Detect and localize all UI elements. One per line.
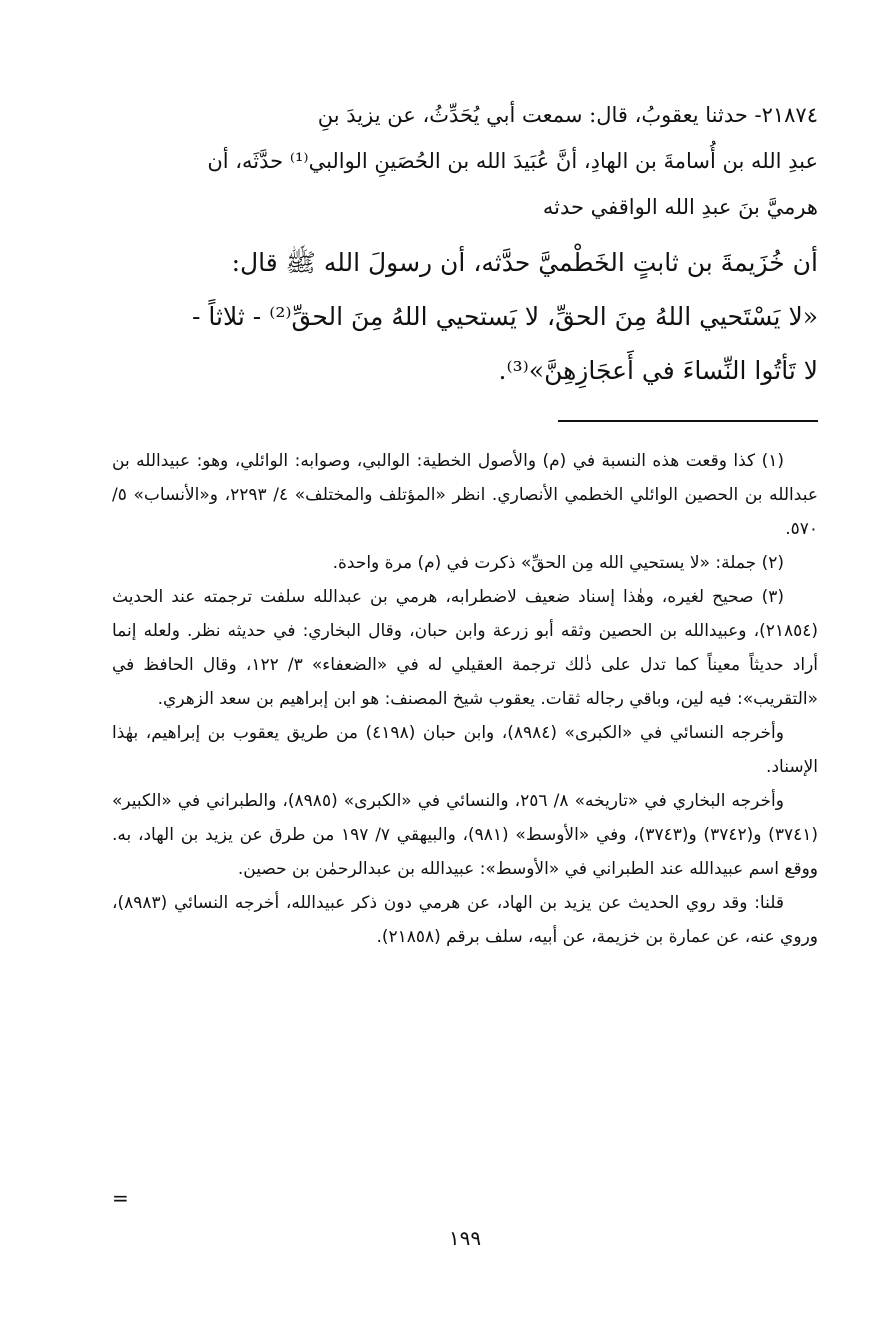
hadith-text-block	[112, 92, 818, 398]
main-text-line: هرميَّ بنَ عبدِ الله الواقفي حدثه	[542, 195, 818, 219]
book-page	[112, 92, 818, 1312]
hadith-line: أن خُزَيمةَ بن ثابتٍ الخَطْميَّ حدَّثه، أن رسولَ الله ﷺ قال:	[231, 248, 818, 277]
page-number: ١٩٩	[448, 1226, 482, 1250]
main-text-line: ٢١٨٧٤- حدثنا يعقوبُ، قال: سمعت أبي يُحَدِّثُ، عن يزيدَ بنِ	[317, 103, 818, 127]
hadith-matn	[112, 236, 818, 398]
hadith-line: لا تَأتُوا النِّساءَ في أَعجَازِهِنَّ»⁽³⁾.	[498, 356, 818, 385]
footnotes-block	[112, 444, 818, 954]
footnote-3-continued: وأخرجه البخاري في «تاريخه» ٨/ ٢٥٦، والنسائي في «الكبرى» (٨٩٨٥)، والطبراني في «الكبير» (٣٧٤١) و(٣٧٤٢) و(٣٧٤٣)، وفي «الأوسط» (٩٨١)، والبيهقي ٧/ ١٩٧ من طرق عن يزيد بن الهاد، به. ووقع اسم عبيدالله عند الطبراني في «الأوسط»: عبيدالله بن عبدالرحمٰن بن حصين.	[112, 791, 818, 879]
footnote-3: (٣) صحيح لغيره، وهٰذا إسناد ضعيف لاضطرابه، هرمي بن عبدالله سلفت ترجمته عند الحديث (٢١٨٥٤)، وعبيدالله بن الحصين وثقه أبو زرعة وابن حبان، وقال البخاري: في حديثه نظر. ولعله إنما أراد حديثاً معيناً كما تدل على ذٰلك ترجمة العقيلي له في «الضعفاء» ٣/ ١٢٢، وقال الحافظ في «التقريب»: فيه لين، وباقي رجاله ثقات. يعقوب شيخ المصنف: هو ابن إبراهيم بن سعد الزهري.	[112, 587, 818, 709]
footnote-divider	[558, 420, 818, 422]
footnote-2: (٢) جملة: «لا يستحيي الله مِن الحقِّ» ذكرت في (م) مرة واحدة.	[332, 553, 784, 573]
footnote-3-continued: قلنا: وقد روي الحديث عن يزيد بن الهاد، عن هرمي دون ذكر عبيدالله، أخرجه النسائي (٨٩٨٣)، وروي عنه، عن عمارة بن خزيمة، عن أبيه، سلف برقم (٢١٨٥٨).	[112, 893, 818, 947]
footnote-3-continued: وأخرجه النسائي في «الكبرى» (٨٩٨٤)، وابن حبان (٤١٩٨) من طريق يعقوب بن إبراهيم، بهٰذا الإسناد.	[112, 723, 818, 777]
continuation-mark: =	[112, 1186, 129, 1210]
hadith-line: «لا يَسْتَحيي اللهُ مِنَ الحقِّ، لا يَستحيي اللهُ مِنَ الحقِّ⁽²⁾ - ثلاثاً -	[192, 302, 818, 331]
footnote-1: (١) كذا وقعت هذه النسبة في (م) والأصول الخطية: الوالبي، وصوابه: الوائلي، وهو: عبيدالله بن عبدالله بن الحصين الوائلي الخطمي الأنصاري. انظر «المؤتلف والمختلف» ٤/ ٢٢٩٣، و«الأنساب» ٥/ ٥٧٠.	[112, 451, 818, 539]
main-text-line: عبدِ الله بن أُسامةَ بن الهادِ، أنَّ عُبَيدَ الله بن الحُصَينِ الوالبي⁽¹⁾ حدَّثَه، أن	[207, 149, 818, 173]
